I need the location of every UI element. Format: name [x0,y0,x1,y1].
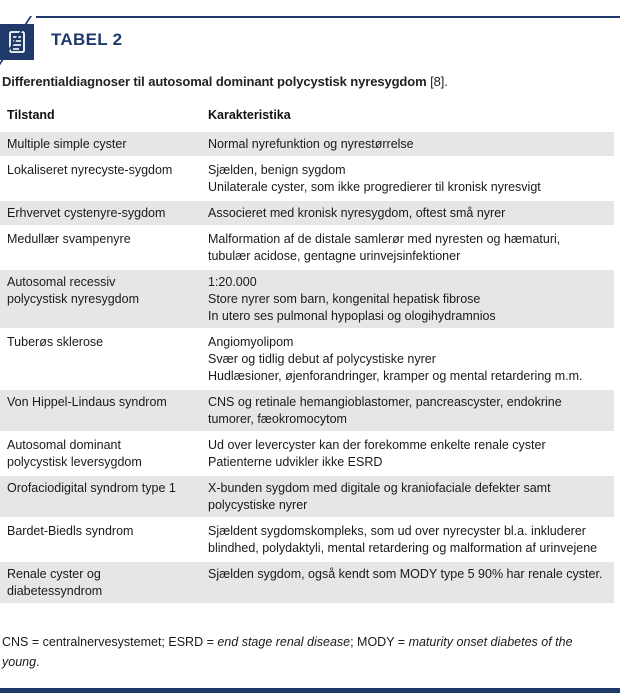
table-header-row [0,105,614,131]
differential-diagnosis-table [0,105,614,603]
condition-cell [0,157,201,200]
characteristics-line: Sjælden sygdom, også kendt som MODY type 5 90% har renale cyster. [208,567,603,581]
table-row [0,475,614,518]
characteristics-cell [201,226,614,269]
table-row [0,518,614,561]
condition-line: Erhvervet cystenyre-sygdom [7,206,166,220]
table-footnote [2,632,608,672]
condition-line: polycystisk leversygdom [7,455,142,469]
table-row [0,389,614,432]
table-caption [2,74,448,89]
column-header-characteristics: Karakteristika [208,108,291,122]
characteristics-cell [201,475,614,518]
characteristics-line: Ud over levercyster kan der forekomme enkelte renale cyster [208,438,546,452]
characteristics-cell [201,432,614,475]
caption-reference: [8]. [430,74,448,89]
characteristics-cell [201,200,614,226]
condition-cell [0,131,201,157]
characteristics-cell [201,329,614,389]
characteristics-cell [201,518,614,561]
characteristics-line: Patienterne udvikler ikke ESRD [208,455,383,469]
condition-cell [0,475,201,518]
condition-line: Renale cyster og [7,567,101,581]
condition-cell [0,561,201,603]
condition-line: Medullær svampenyre [7,232,131,246]
characteristics-cell [201,561,614,603]
table-row [0,561,614,603]
header-rule [36,16,620,18]
characteristics-line: In utero ses pulmonal hypoplasi og ologihydramnios [208,309,496,323]
condition-cell [0,200,201,226]
condition-line: diabetessyndrom [7,584,103,598]
condition-cell [0,329,201,389]
characteristics-line: Angiomyolipom [208,335,294,349]
condition-cell [0,389,201,432]
condition-line: Orofaciodigital syndrom type 1 [7,481,176,495]
bottom-rule [0,688,620,693]
footnote-term-esrd: end stage renal disease [217,635,351,649]
condition-line: polycystisk nyresygdom [7,292,139,306]
condition-line: Tuberøs sklerose [7,335,104,349]
footnote-abbrev-2: ; MODY = [350,635,409,649]
condition-cell [0,226,201,269]
characteristics-line: Malformation af de distale samlerør med nyresten og hæmaturi, [208,232,561,246]
condition-cell [0,269,201,329]
table-row [0,329,614,389]
characteristics-line: X-bunden sygdom med digitale og kraniofaciale defekter samt [208,481,551,495]
characteristics-line: Sjælden, benign sygdom [208,163,346,177]
table-title: TABEL 2 [51,30,123,49]
characteristics-line: Unilaterale cyster, som ikke progredierer til kronisk nyresvigt [208,180,541,194]
footnote-term-mody: maturity onset diabetes of the young [2,635,573,669]
characteristics-line: tumorer, fæokromocytom [208,412,347,426]
characteristics-line: Hudlæsioner, øjenforandringer, kramper og mental retardering m.m. [208,369,583,383]
characteristics-line: polycystiske nyrer [208,498,308,512]
condition-cell [0,432,201,475]
footnote-end: . [36,655,40,669]
caption-text: Differentialdiagnoser til autosomal dominant polycystisk nyresygdom [2,74,431,89]
table-row [0,269,614,329]
characteristics-line: tubulær acidose, gentagne urinvejsinfektioner [208,249,461,263]
condition-line: Multiple simple cyster [7,137,127,151]
characteristics-line: blindhed, polydaktyli, mental retardering og malformation af urinvejene [208,541,598,555]
condition-line: Autosomal recessiv [7,275,116,289]
characteristics-cell [201,269,614,329]
characteristics-line: 1:20.000 [208,275,257,289]
table-row [0,131,614,157]
table-row [0,200,614,226]
condition-line: Lokaliseret nyrecyste-sygdom [7,163,173,177]
condition-line: Von Hippel-Lindaus syndrom [7,395,167,409]
characteristics-cell [201,157,614,200]
table-row [0,226,614,269]
table-body [0,131,614,603]
column-header-condition: Tilstand [7,108,55,122]
condition-line: Autosomal dominant [7,438,121,452]
characteristics-line: CNS og retinale hemangioblastomer, pancreascyster, endokrine [208,395,562,409]
characteristics-line: Associeret med kronisk nyresygdom, oftest små nyrer [208,206,506,220]
characteristics-cell [201,389,614,432]
characteristics-line: Normal nyrefunktion og nyrestørrelse [208,137,414,151]
characteristics-cell [201,131,614,157]
table-row [0,432,614,475]
characteristics-line: Svær og tidlig debut af polycystiske nyrer [208,352,436,366]
table-row [0,157,614,200]
condition-line: Bardet-Biedls syndrom [7,524,134,538]
characteristics-line: Sjældent sygdomskompleks, som ud over nyrecyster bl.a. inkluderer [208,524,586,538]
characteristics-line: Store nyrer som barn, kongenital hepatisk fibrose [208,292,481,306]
table-header [0,16,620,62]
condition-cell [0,518,201,561]
footnote-abbrev-1: CNS = centralnervesystemet; ESRD = [2,635,218,649]
